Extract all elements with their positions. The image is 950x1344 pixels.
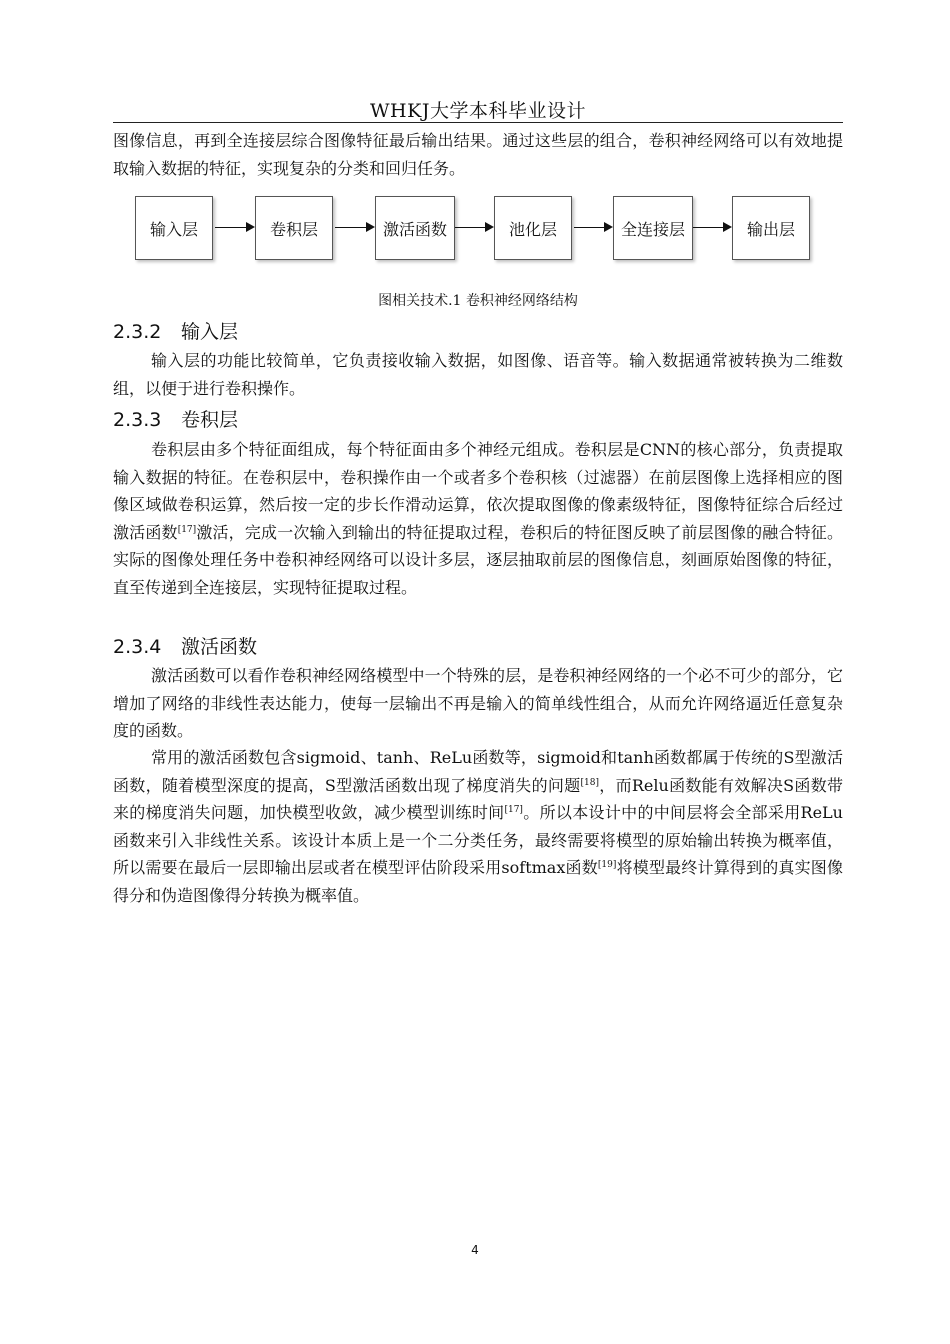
diagram-arrow [693, 227, 730, 228]
section-heading-conv-layer [113, 405, 238, 432]
cnn-structure-diagram [135, 196, 815, 266]
section-heading-input-layer [113, 317, 238, 344]
diagram-arrow [574, 227, 611, 228]
section-number: 2.3.3 [113, 409, 162, 431]
diagram-arrow [335, 227, 373, 228]
diagram-box-fc-layer: 全连接层 [613, 196, 693, 260]
diagram-box-pooling-layer: 池化层 [494, 196, 572, 260]
citation-ref: [17] [504, 805, 523, 815]
activation-paragraph-1: 激活函数可以看作卷积神经网络模型中一个特殊的层，是卷积神经网络的一个必不可少的部分，它增加了网络的非线性表达能力，使每一层输出不再是输入的简单线性组合，从而允许网络逼近任意复杂度的函数。 [113, 666, 843, 740]
section-title: 激活函数 [181, 636, 258, 658]
activation-paragraph-2 [113, 744, 843, 909]
section-number: 2.3.2 [113, 321, 162, 343]
header-rule [113, 122, 843, 123]
input-layer-paragraph: 输入层的功能比较简单，它负责接收输入数据，如图像、语音等。输入数据通常被转换为二维数组，以便于进行卷积操作。 [113, 351, 843, 398]
section-title: 输入层 [181, 321, 239, 343]
text-run: 常用的激活函数包含sigmoid、tanh、ReLu函数等，sigmoid和tanh函数都属于传统的S型激活函数，随着模型深度的提高，S型激活函数出现了梯度消失的问题 [113, 748, 843, 795]
citation-ref: [17] [177, 524, 197, 535]
section-heading-activation [113, 632, 257, 659]
text-run: 将模型最终计算得到的真实图像得分和伪造图像得分转换为概率值。 [113, 858, 843, 905]
diagram-arrow [215, 227, 253, 228]
section-number: 2.3.4 [113, 636, 162, 658]
diagram-box-input-layer: 输入层 [135, 196, 213, 260]
page-number: 4 [471, 1243, 479, 1257]
diagram-arrow [455, 227, 492, 228]
intro-paragraph: 图像信息，再到全连接层综合图像特征最后输出结果。通过这些层的组合，卷积神经网络可以有效地提取输入数据的特征，实现复杂的分类和回归任务。 [113, 131, 843, 178]
citation-ref: [18] [580, 777, 599, 788]
section-title: 卷积层 [181, 409, 239, 431]
diagram-box-activation: 激活函数 [375, 196, 455, 260]
citation-ref: [19] [597, 860, 617, 870]
text-run: 。所以本设计中的中间层将会全部采用ReLu函数来引入非线性关系。该设计本质上是一个二分类任务，最终需要将模型的原始输出转换为概率值，所以需要在最后一层即输出层或者在模型评估阶段采用softmax函数 [113, 803, 843, 877]
conv-layer-paragraph [113, 436, 843, 601]
text-run: ，而Relu函数能有效解决S函数带来的梯度消失问题，加快模型收敛，减少模型训练时间 [113, 775, 843, 822]
diagram-box-conv-layer: 卷积层 [255, 196, 333, 260]
figure-caption: 图相关技术.1 卷积神经网络结构 [378, 293, 578, 309]
diagram-box-output-layer: 输出层 [732, 196, 810, 260]
text-run: 激活，完成一次输入到输出的特征提取过程，卷积后的特征图反映了前层图像的融合特征。实际的图像处理任务中卷积神经网络可以设计多层，逐层抽取前层的图像信息，刻画原始图像的特征，直至传递到全连接层，实现特征提取过程。 [113, 522, 843, 597]
page-header-title: WHKJ大学本科毕业设计 [370, 100, 586, 122]
text-run: 卷积层由多个特征面组成，每个特征面由多个神经元组成。卷积层是CNN的核心部分，负责提取输入数据的特征。在卷积层中，卷积操作由一个或者多个卷积核（过滤器）在前层图像上选择相应的图像区域做卷积运算，然后按一定的步长作滑动运算，依次提取图像的像素级特征，图像特征综合后经过激活函数 [113, 440, 843, 542]
